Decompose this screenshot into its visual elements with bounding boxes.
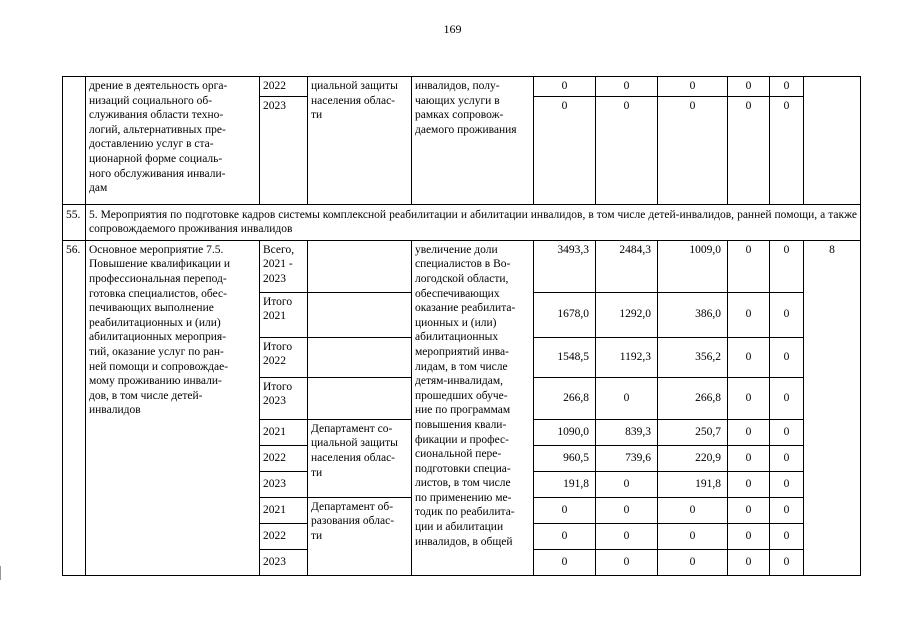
year-cell: 2022 bbox=[260, 77, 308, 97]
measure-name-cell bbox=[86, 77, 260, 205]
value-cell: 1009,0 bbox=[658, 240, 728, 292]
indicator-cell bbox=[412, 240, 534, 575]
value-cell: 0 bbox=[728, 419, 770, 445]
year-cell bbox=[260, 292, 308, 337]
value-cell: 2484,3 bbox=[596, 240, 658, 292]
value-cell: 0 bbox=[658, 77, 728, 97]
executor-cell bbox=[308, 77, 412, 205]
value-cell: 191,8 bbox=[534, 471, 596, 497]
measure-name-text: Основное мероприятие 7.5. Повышение квалификации и профессиональная перепод- готовка специалистов, обес- печивающих выполнение реабилитационных и (или) абилитационных мероприя- тий, оказание услуг по ран- ней помощи и сопровождае- мому проживанию инвали- дов, в том числе детей- инвалидов bbox=[89, 243, 231, 417]
value-cell: 0 bbox=[596, 549, 658, 575]
value-cell: 0 bbox=[770, 497, 804, 523]
year-text: Итого 2022 bbox=[263, 340, 293, 368]
value-cell: 0 bbox=[534, 549, 596, 575]
value-cell: 266,8 bbox=[534, 377, 596, 419]
executor-cell bbox=[308, 497, 412, 575]
margin-mark bbox=[0, 566, 4, 580]
value-cell: 0 bbox=[596, 77, 658, 97]
value-cell: 3493,3 bbox=[534, 240, 596, 292]
measure-name-cell bbox=[86, 240, 260, 575]
last-col-cell bbox=[804, 77, 861, 205]
value-cell: 1678,0 bbox=[534, 292, 596, 337]
value-cell: 0 bbox=[728, 549, 770, 575]
value-cell: 0 bbox=[770, 377, 804, 419]
year-cell: 2023 bbox=[260, 471, 308, 497]
executor-cell bbox=[308, 419, 412, 497]
value-cell: 0 bbox=[596, 471, 658, 497]
value-cell: 0 bbox=[770, 292, 804, 337]
value-cell: 0 bbox=[596, 96, 658, 204]
value-cell: 0 bbox=[770, 471, 804, 497]
value-cell: 960,5 bbox=[534, 445, 596, 471]
last-col-cell: 8 bbox=[804, 240, 861, 575]
value-cell: 0 bbox=[534, 96, 596, 204]
year-cell bbox=[260, 377, 308, 419]
year-cell: 2022 bbox=[260, 523, 308, 549]
value-cell: 0 bbox=[658, 497, 728, 523]
value-cell: 356,2 bbox=[658, 337, 728, 377]
indicator-cell bbox=[412, 77, 534, 205]
value-cell: 0 bbox=[728, 337, 770, 377]
executor-text: циальной защиты населения облас- ти bbox=[311, 80, 398, 122]
executor-cell bbox=[308, 337, 412, 377]
value-cell: 0 bbox=[770, 419, 804, 445]
value-cell: 0 bbox=[728, 377, 770, 419]
value-cell: 0 bbox=[728, 77, 770, 97]
value-cell: 0 bbox=[770, 77, 804, 97]
year-cell: 2021 bbox=[260, 419, 308, 445]
value-cell: 250,7 bbox=[658, 419, 728, 445]
value-cell: 0 bbox=[770, 523, 804, 549]
year-cell: 2021 bbox=[260, 497, 308, 523]
value-cell: 1548,5 bbox=[534, 337, 596, 377]
value-cell: 0 bbox=[596, 523, 658, 549]
value-cell: 0 bbox=[596, 377, 658, 419]
value-cell: 220,9 bbox=[658, 445, 728, 471]
value-cell: 1292,0 bbox=[596, 292, 658, 337]
section-number: 55. bbox=[63, 204, 86, 240]
value-cell: 1192,3 bbox=[596, 337, 658, 377]
value-cell: 0 bbox=[596, 497, 658, 523]
executor-cell bbox=[308, 377, 412, 419]
executor-cell bbox=[308, 240, 412, 292]
table-row bbox=[63, 240, 861, 292]
value-cell: 1090,0 bbox=[534, 419, 596, 445]
value-cell: 0 bbox=[728, 471, 770, 497]
value-cell: 0 bbox=[534, 77, 596, 97]
value-cell: 0 bbox=[658, 523, 728, 549]
value-cell: 0 bbox=[728, 445, 770, 471]
year-text: Итого 2023 bbox=[263, 380, 293, 408]
executor-text: Департамент об- разования облас- ти bbox=[311, 500, 395, 542]
year-cell: 2023 bbox=[260, 96, 308, 204]
value-cell: 0 bbox=[728, 523, 770, 549]
value-cell: 266,8 bbox=[658, 377, 728, 419]
value-cell: 0 bbox=[728, 96, 770, 204]
table-row bbox=[63, 77, 861, 97]
value-cell: 0 bbox=[728, 240, 770, 292]
value-cell: 0 bbox=[728, 497, 770, 523]
value-cell: 386,0 bbox=[658, 292, 728, 337]
value-cell: 0 bbox=[658, 549, 728, 575]
value-cell: 0 bbox=[770, 549, 804, 575]
section-title: 5. Мероприятия по подготовке кадров системы комплексной реабилитации и абилитации инвалидов, в том числе детей-инвалидов, ранней помощи, а также сопровождаемого проживания инвалидов bbox=[86, 204, 861, 240]
year-text: Итого 2021 bbox=[263, 295, 293, 323]
row-number-cell bbox=[63, 77, 86, 205]
executor-cell bbox=[308, 292, 412, 337]
value-cell: 0 bbox=[770, 445, 804, 471]
year-cell bbox=[260, 240, 308, 292]
value-cell: 0 bbox=[770, 337, 804, 377]
page-number: 169 bbox=[443, 22, 462, 36]
year-cell bbox=[260, 337, 308, 377]
value-cell: 739,6 bbox=[596, 445, 658, 471]
value-cell: 0 bbox=[534, 497, 596, 523]
section-row bbox=[63, 204, 861, 240]
indicator-text: увеличение доли специалистов в Во- логодской области, обеспечивающих оказание реабилита- ционных и (или) абилитационных мероприятий инва- лидам, в том числе детям-инвалидам, прошедших обуче- ние по программам повышения квали- фикации и профес- сиональной пере- подготовки специа- листов, в том числе по применению ме- тодик по реабилита- ции и абилитации инвалидов, в общей bbox=[415, 243, 516, 548]
value-cell: 0 bbox=[728, 292, 770, 337]
program-table bbox=[62, 76, 861, 576]
value-cell: 839,3 bbox=[596, 419, 658, 445]
year-cell: 2023 bbox=[260, 549, 308, 575]
year-cell: 2022 bbox=[260, 445, 308, 471]
indicator-text: инвалидов, полу- чающих услуги в рамках сопровож- даемого проживания bbox=[415, 80, 517, 136]
executor-text: Департамент со- циальной защиты населения облас- ти bbox=[311, 422, 398, 479]
value-cell: 0 bbox=[534, 523, 596, 549]
value-cell: 0 bbox=[770, 240, 804, 292]
value-cell: 191,8 bbox=[658, 471, 728, 497]
measure-name-text: дрение в деятельность орга- низаций социального об- служивания области техно- логий, альтернативных пре- доставлению услуг в ста- ционарной форме социаль- ного обслуживания инвали- дам bbox=[89, 80, 228, 195]
year-text: Всего, 2021 - 2023 bbox=[263, 243, 295, 285]
value-cell: 0 bbox=[770, 96, 804, 204]
row-number-cell: 56. bbox=[63, 240, 86, 575]
value-cell: 0 bbox=[658, 96, 728, 204]
